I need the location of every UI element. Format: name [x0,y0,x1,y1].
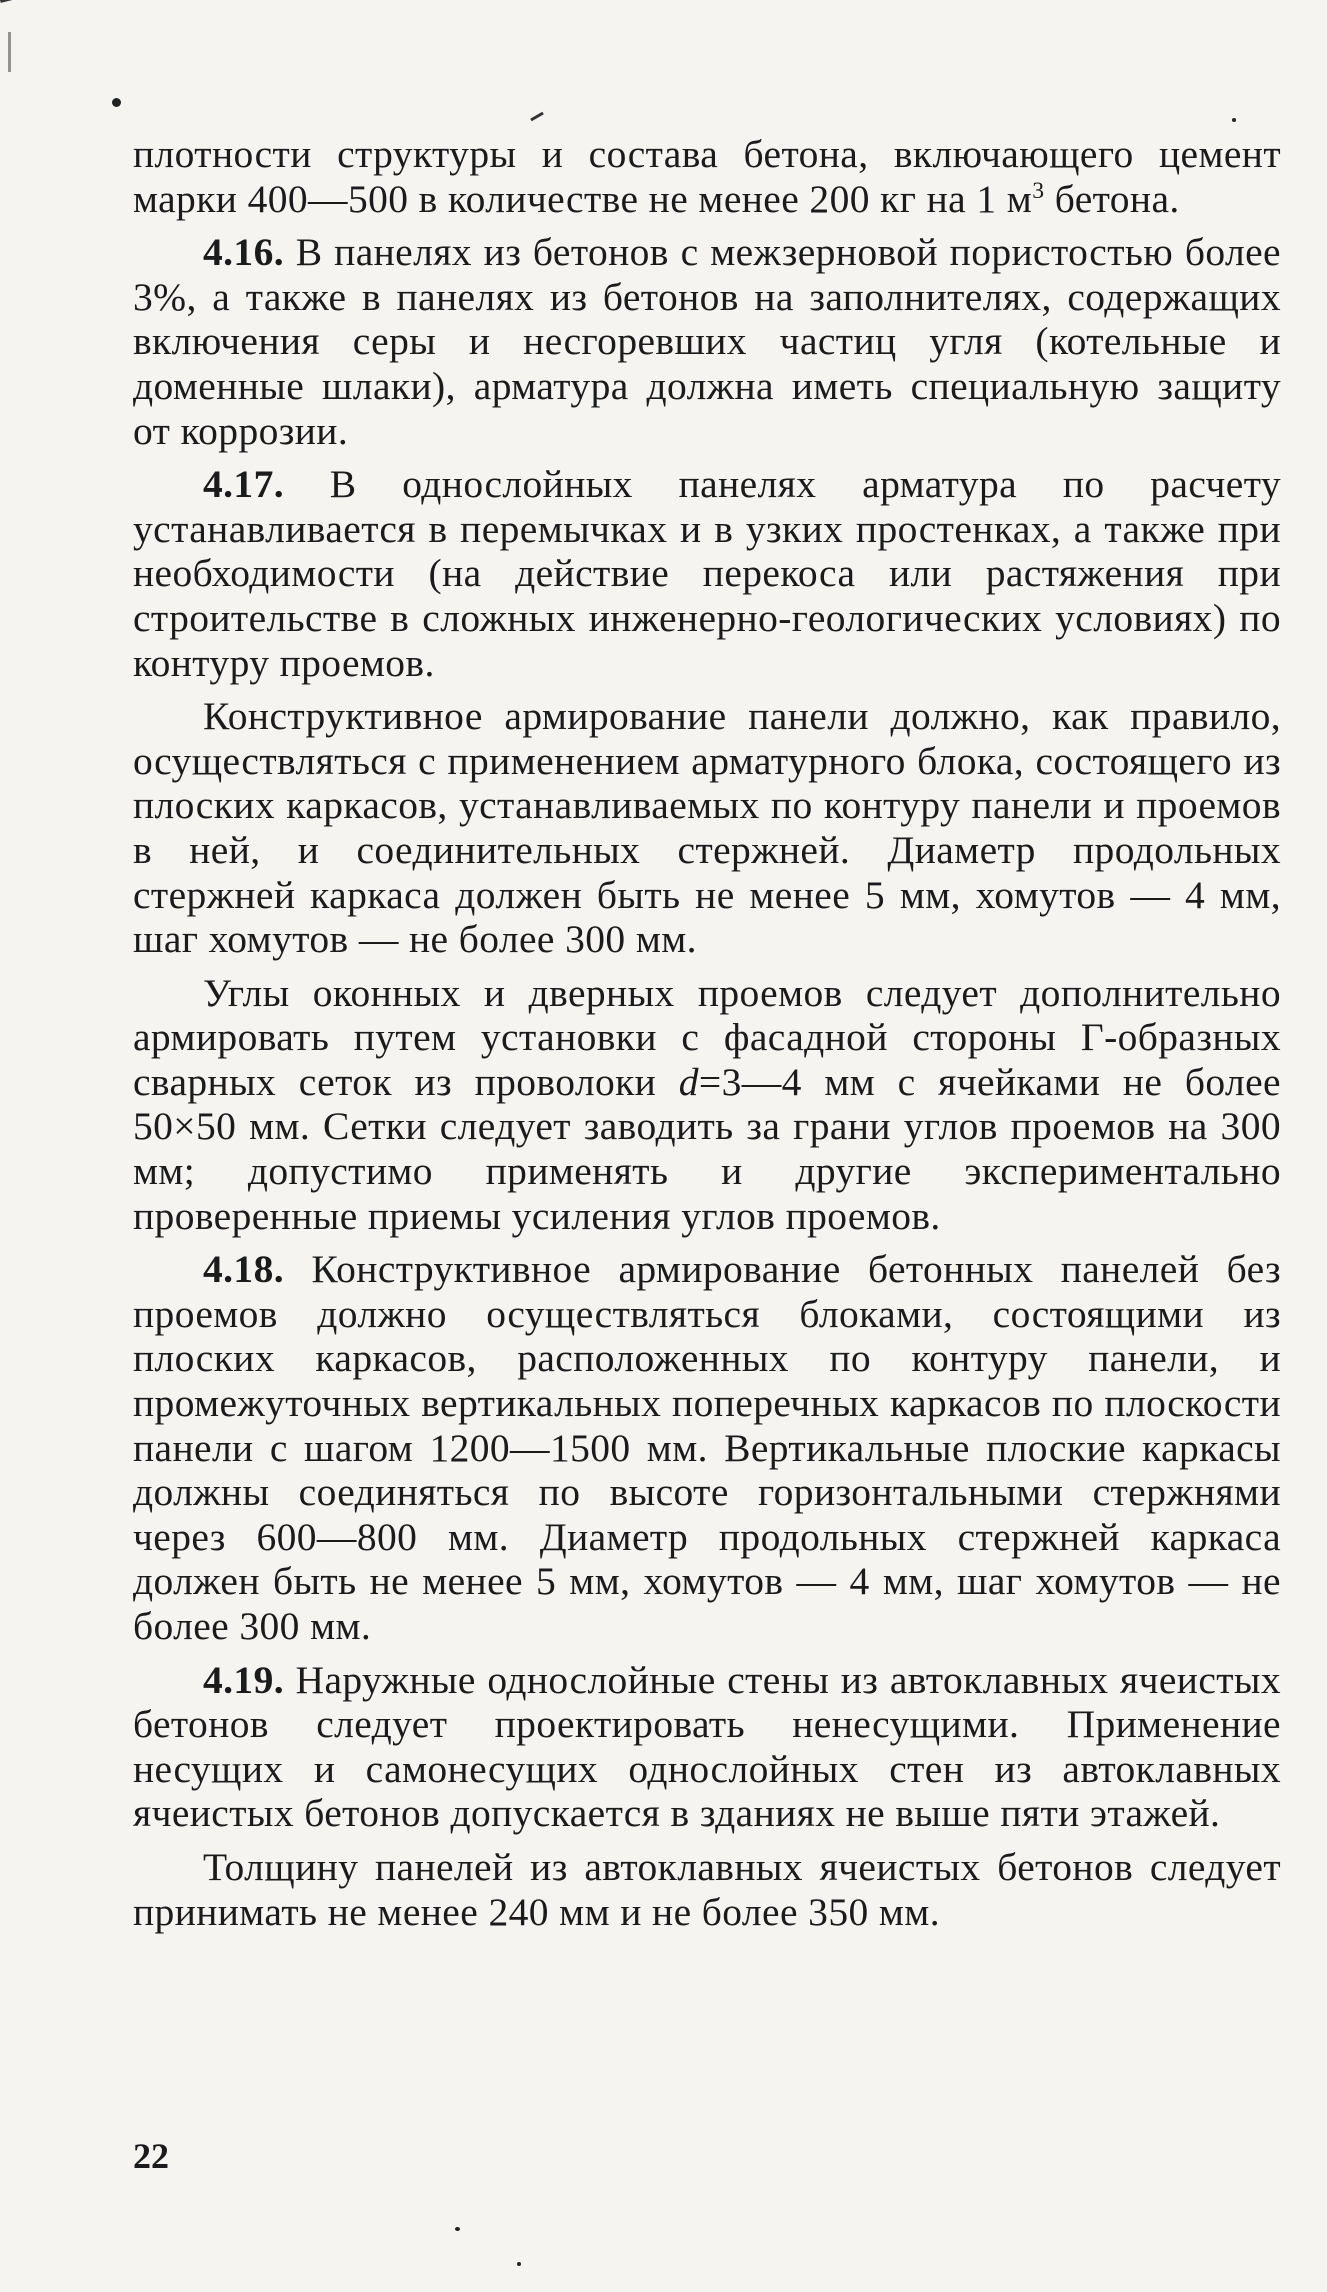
section-text: Конструктивное армирование бетонных панелей без проемов должно осуществляться блоками, состоящими из плоских каркасов, расположенных по контуру панели, и промежуточных вертикальных поперечных каркасов по плоскости панели с шагом 1200—1500 мм. Вертикальные плоские каркасы должны соединяться по высоте горизонтальными стержнями через 600—800 мм. Диаметр продольных стержней каркаса должен быть не менее 5 мм, хомутов — 4 мм, шаг хомутов — не более 300 мм. [133,1247,1281,1648]
section-number: 4.16. [203,230,284,275]
scan-speck-2 [530,112,544,122]
scan-speck-4 [455,2227,460,2231]
ugly-text-1: Углы оконных и дверных проемов следует дополнительно армировать путем установки с фасадной стороны Г-образных сварных сеток из проволоки [133,970,1281,1104]
scan-artifact-top-left [0,0,36,3]
scan-artifact-top-left-2 [8,32,11,72]
intro-superscript: 3 [1032,177,1045,204]
intro-text: плотности структуры и состава бетона, включающего цемент марки 400—500 в количестве не менее 200 кг на 1 м [133,132,1281,221]
paragraph-ugly [133,971,1281,1239]
section-4-16 [133,230,1281,453]
section-text: В панелях из бетонов с межзерновой пористостью более 3%, а также в панелях из бетонов на заполнителях, содержащих включения серы и несгоревших частиц угля (котельные и доменные шлаки), арматура должна иметь специальную защиту от коррозии. [133,230,1281,453]
section-number: 4.18. [203,1247,284,1292]
section-4-18 [133,1247,1281,1648]
scan-speck-1 [112,98,121,107]
body-text [133,132,1281,1943]
intro-text-end: бетона. [1044,176,1180,221]
paragraph-armirovanie: Конструктивное армирование панели должно, как правило, осуществляться с применением арматурного блока, состоящего из плоских каркасов, устанавливаемых по контуру панели и проемов в ней, и соединительных стержней. Диаметр продольных стержней каркаса должен быть не менее 5 мм, хомутов — 4 мм, шаг хомутов — не более 300 мм. [133,694,1281,962]
page-number: 22 [133,2136,169,2176]
scan-speck-3 [1232,118,1236,122]
section-4-17 [133,462,1281,685]
section-text: Наружные однослойные стены из автоклавных ячеистых бетонов следует проектировать ненесущими. Применение несущих и самонесущих однослойных стен из автоклавных ячеистых бетонов допускается в зданиях не выше пяти этажей. [133,1657,1281,1836]
section-number: 4.19. [203,1657,284,1702]
paragraph-intro [133,132,1281,221]
ugly-text-2: =3—4 мм с ячейками не более 50×50 мм. Сетки следует заводить за грани углов проемов на 300 мм; допустимо применять и другие экспериментально проверенные приемы усиления углов проемов. [133,1059,1281,1238]
section-text: В однослойных панелях арматура по расчету устанавливается в перемычках и в узких простенках, а также при необходимости (на действие перекоса или растяжения при строительстве в сложных инженерно-геологических условиях) по контуру проемов. [133,462,1281,685]
scan-speck-5 [517,2262,521,2266]
section-4-19 [133,1658,1281,1836]
paragraph-tolshchina: Толщину панелей из автоклавных ячеистых бетонов следует принимать не менее 240 мм и не более 350 мм. [133,1844,1281,1934]
section-number: 4.17. [203,462,284,507]
ugly-variable-d: d [678,1059,699,1104]
